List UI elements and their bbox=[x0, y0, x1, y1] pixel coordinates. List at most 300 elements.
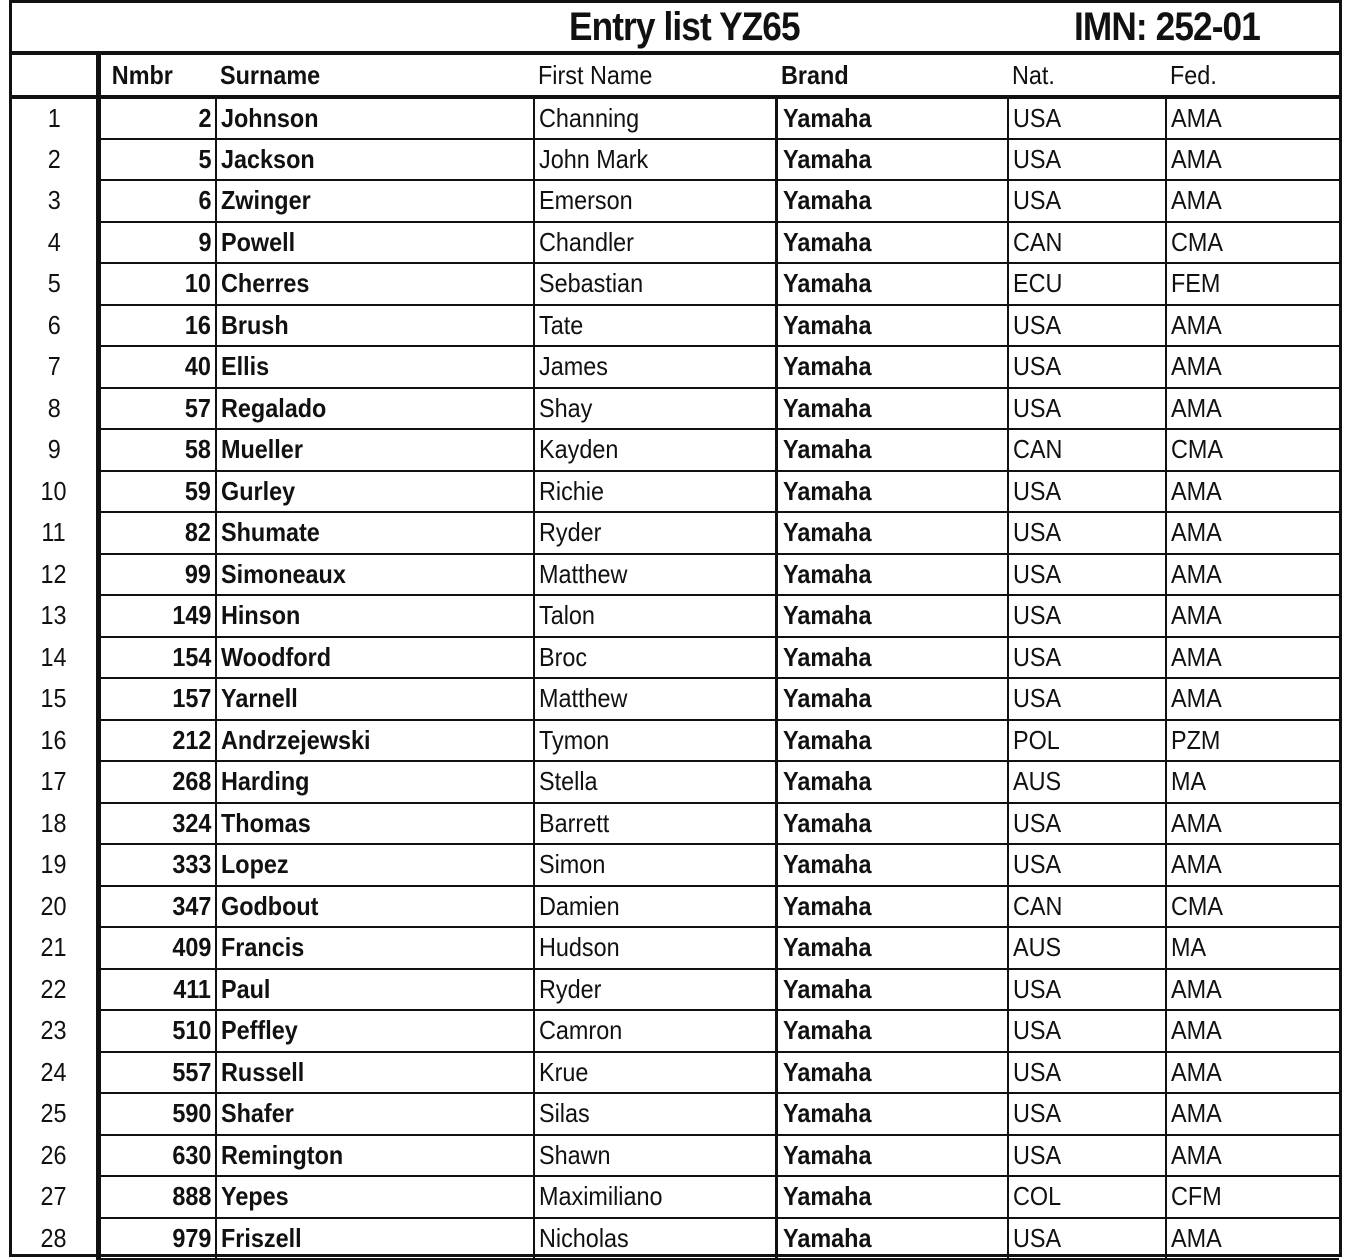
surname-cell-text: Simoneaux bbox=[221, 558, 346, 589]
federation-cell bbox=[1166, 1010, 1339, 1052]
nationality-cell bbox=[1008, 1135, 1166, 1177]
surname-cell bbox=[216, 720, 534, 762]
first-name-cell bbox=[534, 1093, 776, 1135]
first-name-cell-text: Kayden bbox=[539, 434, 619, 465]
first-name-cell bbox=[534, 1218, 776, 1260]
federation-cell bbox=[1166, 554, 1339, 596]
surname-cell-text: Zwinger bbox=[221, 185, 311, 216]
first-name-cell-text: Silas bbox=[539, 1098, 590, 1129]
first-name-cell-text: Emerson bbox=[539, 185, 633, 216]
number-cell bbox=[98, 97, 216, 139]
first-name-cell bbox=[534, 761, 776, 803]
federation-cell-text: MA bbox=[1171, 766, 1207, 797]
surname-cell bbox=[216, 595, 534, 637]
brand-cell-text: Yamaha bbox=[782, 1015, 871, 1046]
federation-cell-text: AMA bbox=[1171, 973, 1222, 1004]
federation-cell-text: AMA bbox=[1171, 558, 1222, 589]
number-cell bbox=[98, 1093, 216, 1135]
document-title: Entry list YZ65 bbox=[569, 5, 800, 49]
surname-cell bbox=[216, 637, 534, 679]
nationality-cell bbox=[1008, 1218, 1166, 1260]
federation-cell bbox=[1166, 429, 1339, 471]
brand-cell-text: Yamaha bbox=[782, 1181, 871, 1212]
first-name-cell-text: Nicholas bbox=[539, 1222, 629, 1253]
row-index-cell-text: 21 bbox=[40, 932, 67, 963]
federation-cell-text: AMA bbox=[1171, 683, 1222, 714]
number-cell-text: 157 bbox=[171, 683, 211, 714]
brand-cell-text: Yamaha bbox=[782, 434, 871, 465]
row-index-cell-text: 6 bbox=[47, 309, 61, 340]
table-row bbox=[12, 139, 1339, 181]
surname-cell-text: Johnson bbox=[221, 102, 319, 133]
federation-cell bbox=[1166, 761, 1339, 803]
brand-cell-text: Yamaha bbox=[782, 724, 871, 755]
header-first-name bbox=[534, 55, 776, 97]
surname-cell bbox=[216, 512, 534, 554]
first-name-cell bbox=[534, 637, 776, 679]
header-row bbox=[12, 55, 1339, 97]
first-name-cell-text: Matthew bbox=[539, 683, 628, 714]
federation-cell bbox=[1166, 720, 1339, 762]
nationality-cell bbox=[1008, 139, 1166, 181]
row-index-cell bbox=[12, 305, 98, 347]
nationality-cell-text: USA bbox=[1013, 1139, 1062, 1170]
federation-cell bbox=[1166, 512, 1339, 554]
federation-cell-text: FEM bbox=[1171, 268, 1221, 299]
nationality-cell-text: USA bbox=[1013, 517, 1062, 548]
number-cell-text: 557 bbox=[171, 1056, 211, 1087]
table-row bbox=[12, 637, 1339, 679]
federation-cell-text: PZM bbox=[1171, 724, 1221, 755]
brand-cell bbox=[776, 720, 1008, 762]
number-cell bbox=[98, 637, 216, 679]
brand-cell bbox=[776, 222, 1008, 264]
brand-cell bbox=[776, 803, 1008, 845]
federation-cell-text: AMA bbox=[1171, 309, 1222, 340]
number-cell bbox=[98, 471, 216, 513]
header-nat-label: Nat. bbox=[1012, 59, 1055, 90]
table-row bbox=[12, 1052, 1339, 1094]
brand-cell bbox=[776, 429, 1008, 471]
nationality-cell bbox=[1008, 305, 1166, 347]
brand-cell-text: Yamaha bbox=[782, 226, 871, 257]
first-name-cell-text: Shay bbox=[539, 392, 593, 423]
first-name-cell bbox=[534, 305, 776, 347]
first-name-cell bbox=[534, 97, 776, 139]
brand-cell-text: Yamaha bbox=[782, 558, 871, 589]
brand-cell bbox=[776, 388, 1008, 430]
federation-cell bbox=[1166, 637, 1339, 679]
row-index-cell-text: 7 bbox=[47, 351, 61, 382]
nationality-cell-text: USA bbox=[1013, 807, 1062, 838]
row-index-cell-text: 11 bbox=[41, 517, 66, 548]
federation-cell-text: AMA bbox=[1171, 517, 1222, 548]
nationality-cell bbox=[1008, 720, 1166, 762]
surname-cell bbox=[216, 180, 534, 222]
row-index-cell bbox=[12, 180, 98, 222]
brand-cell bbox=[776, 1218, 1008, 1260]
brand-cell bbox=[776, 263, 1008, 305]
first-name-cell-text: Simon bbox=[539, 849, 606, 880]
surname-cell bbox=[216, 263, 534, 305]
number-cell-text: 9 bbox=[197, 226, 211, 257]
federation-cell bbox=[1166, 388, 1339, 430]
surname-cell-text: Godbout bbox=[221, 890, 319, 921]
row-index-cell-text: 5 bbox=[47, 268, 61, 299]
number-cell-text: 16 bbox=[184, 309, 211, 340]
table-row bbox=[12, 927, 1339, 969]
table-row bbox=[12, 346, 1339, 388]
federation-cell-text: CFM bbox=[1171, 1181, 1222, 1212]
brand-cell-text: Yamaha bbox=[782, 1139, 871, 1170]
nationality-cell-text: USA bbox=[1013, 600, 1062, 631]
surname-cell-text: Powell bbox=[221, 226, 296, 257]
first-name-cell bbox=[534, 180, 776, 222]
header-surname-label: Surname bbox=[220, 59, 321, 90]
nationality-cell-text: USA bbox=[1013, 1098, 1062, 1129]
brand-cell bbox=[776, 180, 1008, 222]
number-cell bbox=[98, 512, 216, 554]
table-row bbox=[12, 388, 1339, 430]
nationality-cell-text: USA bbox=[1013, 309, 1062, 340]
row-index-cell-text: 22 bbox=[40, 973, 67, 1004]
row-index-cell bbox=[12, 637, 98, 679]
row-index-cell bbox=[12, 222, 98, 264]
row-index-cell bbox=[12, 969, 98, 1011]
first-name-cell bbox=[534, 263, 776, 305]
nationality-cell-text: USA bbox=[1013, 392, 1062, 423]
number-cell-text: 590 bbox=[171, 1098, 211, 1129]
nationality-cell-text: AUS bbox=[1013, 932, 1062, 963]
header-nmbr-label: Nmbr bbox=[111, 59, 173, 90]
federation-cell-text: AMA bbox=[1171, 475, 1222, 506]
federation-cell bbox=[1166, 1093, 1339, 1135]
nationality-cell bbox=[1008, 388, 1166, 430]
number-cell bbox=[98, 803, 216, 845]
surname-cell-text: Paul bbox=[221, 973, 271, 1004]
header-fed-label: Fed. bbox=[1170, 59, 1217, 90]
row-index-cell bbox=[12, 1052, 98, 1094]
surname-cell-text: Ellis bbox=[221, 351, 270, 382]
row-index-cell-text: 16 bbox=[40, 724, 67, 755]
federation-cell-text: CMA bbox=[1171, 890, 1224, 921]
federation-cell bbox=[1166, 139, 1339, 181]
first-name-cell bbox=[534, 595, 776, 637]
surname-cell bbox=[216, 471, 534, 513]
brand-cell bbox=[776, 554, 1008, 596]
number-cell-text: 888 bbox=[171, 1181, 211, 1212]
first-name-cell-text: Stella bbox=[539, 766, 598, 797]
surname-cell bbox=[216, 803, 534, 845]
first-name-cell bbox=[534, 927, 776, 969]
first-name-cell bbox=[534, 886, 776, 928]
surname-cell-text: Lopez bbox=[221, 849, 289, 880]
federation-cell-text: AMA bbox=[1171, 392, 1222, 423]
brand-cell bbox=[776, 512, 1008, 554]
row-index-cell bbox=[12, 595, 98, 637]
first-name-cell-text: James bbox=[539, 351, 608, 382]
entry-list-sheet bbox=[9, 0, 1342, 1257]
brand-cell-text: Yamaha bbox=[782, 600, 871, 631]
table-row bbox=[12, 1218, 1339, 1260]
row-index-cell-text: 18 bbox=[40, 807, 67, 838]
nationality-cell bbox=[1008, 429, 1166, 471]
table-row bbox=[12, 1093, 1339, 1135]
first-name-cell-text: Ryder bbox=[539, 973, 602, 1004]
number-cell bbox=[98, 388, 216, 430]
number-cell bbox=[98, 346, 216, 388]
brand-cell bbox=[776, 305, 1008, 347]
table-row bbox=[12, 678, 1339, 720]
table-row bbox=[12, 969, 1339, 1011]
row-index-cell-text: 20 bbox=[40, 890, 67, 921]
row-index-cell bbox=[12, 1176, 98, 1218]
brand-cell bbox=[776, 886, 1008, 928]
surname-cell bbox=[216, 429, 534, 471]
number-cell bbox=[98, 429, 216, 471]
surname-cell bbox=[216, 554, 534, 596]
brand-cell bbox=[776, 346, 1008, 388]
surname-cell-text: Russell bbox=[221, 1056, 305, 1087]
first-name-cell bbox=[534, 1176, 776, 1218]
brand-cell-text: Yamaha bbox=[782, 973, 871, 1004]
table-row bbox=[12, 761, 1339, 803]
row-index-cell-text: 8 bbox=[47, 392, 61, 423]
federation-cell-text: AMA bbox=[1171, 807, 1222, 838]
federation-cell-text: AMA bbox=[1171, 1139, 1222, 1170]
federation-cell bbox=[1166, 305, 1339, 347]
surname-cell-text: Cherres bbox=[221, 268, 310, 299]
nationality-cell-text: USA bbox=[1013, 143, 1062, 174]
first-name-cell bbox=[534, 471, 776, 513]
table-row bbox=[12, 512, 1339, 554]
first-name-cell bbox=[534, 1052, 776, 1094]
first-name-cell-text: Richie bbox=[539, 475, 605, 506]
nationality-cell bbox=[1008, 1052, 1166, 1094]
surname-cell-text: Hinson bbox=[221, 600, 301, 631]
table-row bbox=[12, 886, 1339, 928]
row-index-cell bbox=[12, 512, 98, 554]
federation-cell bbox=[1166, 886, 1339, 928]
number-cell-text: 347 bbox=[171, 890, 211, 921]
row-index-cell-text: 19 bbox=[40, 849, 67, 880]
number-cell-text: 333 bbox=[171, 849, 211, 880]
number-cell-text: 510 bbox=[171, 1015, 211, 1046]
brand-cell-text: Yamaha bbox=[782, 932, 871, 963]
brand-cell-text: Yamaha bbox=[782, 1098, 871, 1129]
row-index-cell bbox=[12, 1010, 98, 1052]
first-name-cell bbox=[534, 346, 776, 388]
brand-cell-text: Yamaha bbox=[782, 1222, 871, 1253]
federation-cell bbox=[1166, 678, 1339, 720]
nationality-cell-text: CAN bbox=[1013, 890, 1063, 921]
surname-cell-text: Remington bbox=[221, 1139, 344, 1170]
row-index-cell bbox=[12, 844, 98, 886]
first-name-cell-text: Tate bbox=[539, 309, 584, 340]
table-row bbox=[12, 1010, 1339, 1052]
number-cell-text: 2 bbox=[197, 102, 211, 133]
brand-cell-text: Yamaha bbox=[782, 849, 871, 880]
nationality-cell-text: USA bbox=[1013, 558, 1062, 589]
number-cell-text: 154 bbox=[171, 641, 211, 672]
surname-cell-text: Shumate bbox=[221, 517, 320, 548]
first-name-cell-text: Sebastian bbox=[539, 268, 644, 299]
number-cell bbox=[98, 761, 216, 803]
surname-cell-text: Andrzejewski bbox=[221, 724, 371, 755]
row-index-cell-text: 28 bbox=[40, 1222, 67, 1253]
row-index-cell bbox=[12, 1093, 98, 1135]
brand-cell-text: Yamaha bbox=[782, 890, 871, 921]
table-row bbox=[12, 554, 1339, 596]
nationality-cell bbox=[1008, 595, 1166, 637]
row-index-cell bbox=[12, 803, 98, 845]
nationality-cell-text: USA bbox=[1013, 641, 1062, 672]
table-row bbox=[12, 429, 1339, 471]
row-index-cell bbox=[12, 1135, 98, 1177]
number-cell-text: 6 bbox=[197, 185, 211, 216]
nationality-cell-text: USA bbox=[1013, 849, 1062, 880]
number-cell bbox=[98, 595, 216, 637]
federation-cell bbox=[1166, 1135, 1339, 1177]
surname-cell bbox=[216, 844, 534, 886]
number-cell bbox=[98, 1052, 216, 1094]
brand-cell bbox=[776, 761, 1008, 803]
nationality-cell bbox=[1008, 927, 1166, 969]
first-name-cell bbox=[534, 512, 776, 554]
number-cell bbox=[98, 1218, 216, 1260]
number-cell-text: 268 bbox=[171, 766, 211, 797]
row-index-cell bbox=[12, 429, 98, 471]
number-cell bbox=[98, 720, 216, 762]
first-name-cell-text: Shawn bbox=[539, 1139, 611, 1170]
nationality-cell-text: USA bbox=[1013, 1056, 1062, 1087]
row-index-cell bbox=[12, 471, 98, 513]
number-cell bbox=[98, 554, 216, 596]
row-index-cell bbox=[12, 139, 98, 181]
row-index-cell-text: 17 bbox=[40, 766, 67, 797]
number-cell bbox=[98, 886, 216, 928]
first-name-cell bbox=[534, 678, 776, 720]
row-index-cell-text: 23 bbox=[40, 1015, 67, 1046]
nationality-cell bbox=[1008, 471, 1166, 513]
federation-cell-text: MA bbox=[1171, 932, 1207, 963]
header-index bbox=[12, 55, 98, 97]
first-name-cell bbox=[534, 429, 776, 471]
first-name-cell-text: Ryder bbox=[539, 517, 602, 548]
table-row bbox=[12, 305, 1339, 347]
brand-cell-text: Yamaha bbox=[782, 683, 871, 714]
first-name-cell bbox=[534, 720, 776, 762]
nationality-cell bbox=[1008, 222, 1166, 264]
table-row bbox=[12, 1135, 1339, 1177]
brand-cell-text: Yamaha bbox=[782, 309, 871, 340]
federation-cell bbox=[1166, 1176, 1339, 1218]
surname-cell bbox=[216, 1135, 534, 1177]
number-cell-text: 324 bbox=[171, 807, 211, 838]
first-name-cell bbox=[534, 803, 776, 845]
brand-cell bbox=[776, 595, 1008, 637]
row-index-cell-text: 4 bbox=[47, 226, 61, 257]
federation-cell-text: AMA bbox=[1171, 185, 1222, 216]
row-index-cell-text: 13 bbox=[40, 600, 67, 631]
first-name-cell-text: Tymon bbox=[539, 724, 610, 755]
surname-cell bbox=[216, 1176, 534, 1218]
imn-code: IMN: 252-01 bbox=[1074, 5, 1260, 49]
first-name-cell bbox=[534, 969, 776, 1011]
brand-cell bbox=[776, 97, 1008, 139]
header-nat bbox=[1008, 55, 1166, 97]
row-index-cell-text: 26 bbox=[40, 1139, 67, 1170]
first-name-cell-text: Talon bbox=[539, 600, 595, 631]
header-brand-label: Brand bbox=[781, 59, 849, 90]
row-index-cell-text: 27 bbox=[40, 1181, 67, 1212]
brand-cell bbox=[776, 637, 1008, 679]
table-row bbox=[12, 471, 1339, 513]
surname-cell bbox=[216, 346, 534, 388]
nationality-cell-text: USA bbox=[1013, 1222, 1062, 1253]
first-name-cell-text: Matthew bbox=[539, 558, 628, 589]
row-index-cell bbox=[12, 927, 98, 969]
federation-cell-text: AMA bbox=[1171, 849, 1222, 880]
row-index-cell-text: 9 bbox=[47, 434, 61, 465]
federation-cell bbox=[1166, 180, 1339, 222]
brand-cell bbox=[776, 1010, 1008, 1052]
surname-cell bbox=[216, 886, 534, 928]
number-cell-text: 10 bbox=[184, 268, 211, 299]
surname-cell-text: Regalado bbox=[221, 392, 327, 423]
brand-cell-text: Yamaha bbox=[782, 807, 871, 838]
table-row bbox=[12, 595, 1339, 637]
surname-cell-text: Thomas bbox=[221, 807, 311, 838]
row-index-cell bbox=[12, 720, 98, 762]
number-cell bbox=[98, 1010, 216, 1052]
number-cell-text: 5 bbox=[197, 143, 211, 174]
first-name-cell-text: Chandler bbox=[539, 226, 634, 257]
number-cell-text: 979 bbox=[171, 1222, 211, 1253]
nationality-cell-text: USA bbox=[1013, 683, 1062, 714]
row-index-cell-text: 14 bbox=[40, 641, 67, 672]
brand-cell-text: Yamaha bbox=[782, 475, 871, 506]
header-nmbr bbox=[98, 55, 216, 97]
number-cell bbox=[98, 263, 216, 305]
number-cell bbox=[98, 180, 216, 222]
first-name-cell-text: Broc bbox=[539, 641, 588, 672]
federation-cell bbox=[1166, 1218, 1339, 1260]
first-name-cell-text: Maximiliano bbox=[539, 1181, 663, 1212]
nationality-cell bbox=[1008, 678, 1166, 720]
surname-cell-text: Yarnell bbox=[221, 683, 298, 714]
number-cell bbox=[98, 927, 216, 969]
surname-cell-text: Friszell bbox=[221, 1222, 302, 1253]
brand-cell bbox=[776, 1176, 1008, 1218]
surname-cell bbox=[216, 1093, 534, 1135]
federation-cell-text: AMA bbox=[1171, 143, 1222, 174]
federation-cell-text: AMA bbox=[1171, 1015, 1222, 1046]
row-index-cell bbox=[12, 97, 98, 139]
number-cell-text: 40 bbox=[184, 351, 211, 382]
federation-cell bbox=[1166, 471, 1339, 513]
federation-cell-text: AMA bbox=[1171, 1056, 1222, 1087]
row-index-cell bbox=[12, 388, 98, 430]
table-row bbox=[12, 222, 1339, 264]
number-cell bbox=[98, 139, 216, 181]
row-index-cell-text: 3 bbox=[47, 185, 61, 216]
surname-cell bbox=[216, 761, 534, 803]
nationality-cell bbox=[1008, 637, 1166, 679]
first-name-cell bbox=[534, 388, 776, 430]
surname-cell-text: Yepes bbox=[221, 1181, 289, 1212]
brand-cell-text: Yamaha bbox=[782, 1056, 871, 1087]
